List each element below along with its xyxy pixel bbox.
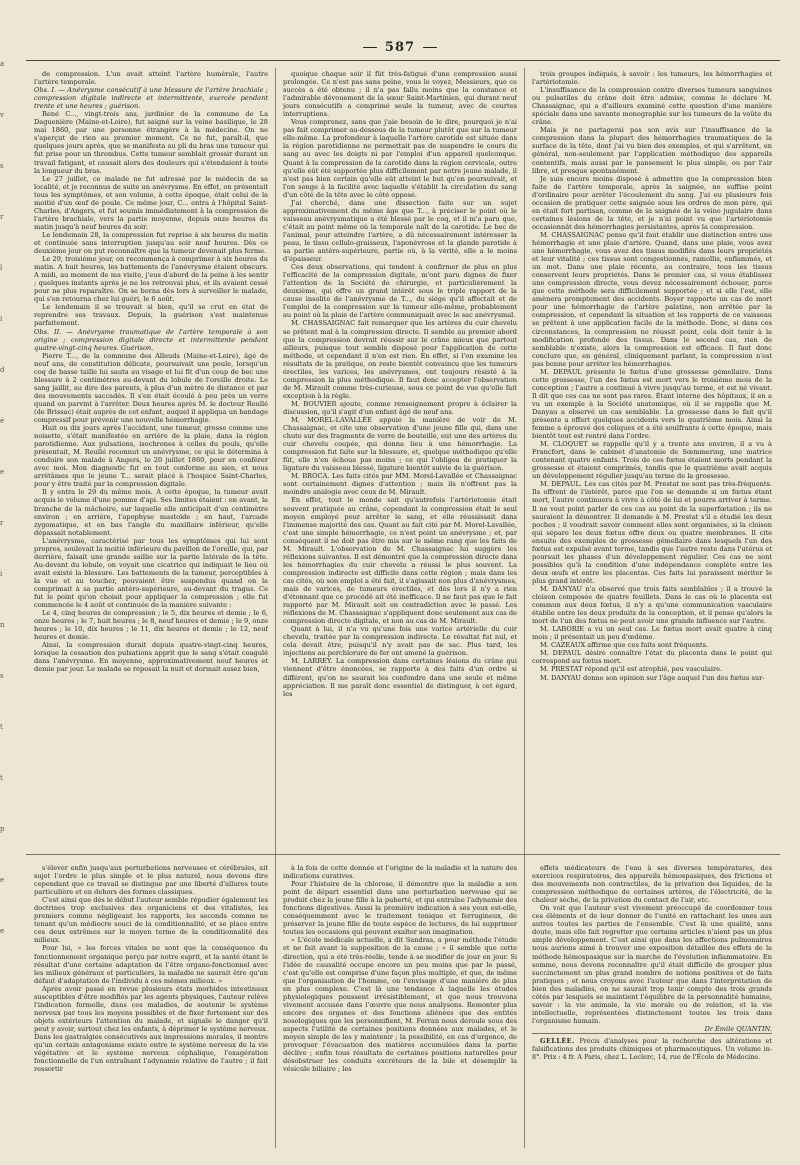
paragraph: En effet, tout le monde sait qu'autrefois l'artériotomie était souvent pratiquée au crâne, cependant la compression était le seul moyen employé pour arrêter le sang, et elle réussissait dans l'immense majorité des cas. Quant au fait cité par M. Morel-Lavallée, c'est une simple hémorrhagie, ce n'est point un anévrysme ; et, par conséquent il ne doit pas être mis sur le même rang que les faits de M. Mirault. L'observation de M. Chassaignac lui suggère les réflexions suivantes. Il est démontré que la compression directe dans les hémorrhagies du cuir chevelu a réussi le plus souvent. La compression indirecte est difficile dans cette région ; mais dans les cas cités, où son emploi a été fait, il s'agissait non plus d'anévrysmes, mais de varices, de tumeurs érectiles, et dès lors il n'y a rien d'étonnant que ce procédé ait été inefficace. Il ne faut pas que le fait rapporté par M. Mirault soit en contradiction avec le passé. Les réflexions de M. Chassaignac s'appliquent donc seulement aux cas de compression directe digitale, et non au cas de M. Mirault. [283,496,517,626]
column-divider-2 [524,68,525,1148]
paragraph: M. DEPAUL. Les cas cités par M. Prestat ne sont pas très-fréquents. Ils offrent de l'intérêt, parce que l'on se demande si un fœtus étant mort, l'autre continuera à vivre à côté de lui et pourra arriver à terme. Il ne veut point parler de ces cas au point de la superfœtation ; ils ne sauraient la démontrer. Il demande à M. Prestat s'il a étudié les deux poches ; il voudrait savoir comment elles sont organisées, si la cloison qui sépare les deux fœtus offre deux ou quatre membranes. Il cite ensuite des exemples de grossesse gémellaire dans lesquels l'un des fœtus est expulsé avant terme, tandis que l'autre reste dans l'utérus et poursuit les phases d'un développement régulier. Ces cas ne sont possibles qu'à la condition d'une indépendance complète entre les deux œufs et entre les placentas. Ces faits lui paraissent mériter le plus grand intérêt. [532,480,772,585]
paragraph: Le lendemain il se trouvait si bien, qu'il se crut en état de reprendre ses travaux. Depuis, la guérison s'est maintenue parfaitement. [34,303,268,328]
paragraph: J'ai cherché, dans une dissection faite sur un sujet approximativement du même âge que T..., à préciser le point où le vaisseau anévrysmatique a été blessé par le coq, et il m'a paru que, c'était au point même où la temporale naît de la carotide. Le bec de l'animal, pour atteindre l'artère, a dû nécessairement intéresser la peau, le tissu cellulo-graisseux, l'aponévrose et la glande parotide à sa partie antéro-supérieure, partie où, à la vérité, elle a le moins d'épaisseur. [283,198,517,264]
observation-heading: Obs. I. — Anévrysme consécutif à une blessure de l'artère brachiale ; compression digitale indirecte et intermittente, exercée pendant trente et une heures ; guérison. [34,86,268,111]
header-rule [26,60,780,61]
paragraph: Le lendemain 28, la compression fut reprise à six heures du matin et continuée sans interruption jusqu'au soir neuf heures. Dès ce deuxième jour on put reconnaître que la tumeur devenait plus ferme. [34,230,268,256]
paragraph: s'élever enfin jusqu'aux perturbations nerveuses et cérébrales, ait sujet l'ordre le plus simple et le plus naturel, nous devons dire cependant que ce travail se distingue par une liberté d'allures toute particulière et en dehors des formes classiques. [34,864,268,897]
paragraph: Huit ou dix jours après l'accident, une tumeur, grosse comme une noisette, s'était manifestée en arrière de la plaie, dans la région parotidienne. Aux pulsations, isochrones à celles du pouls, qu'elle présentait, M. Reullé reconnut un anévrysme, ce qui le détermina à conduire son malade à Angers, le 20 juillet 1860, pour en conférer avec moi. Mon diagnostic fut en tout conforme au sien, et nous arrêtâmes que le jeune T... serait placé à l'hospice Saint-Charles, pour y être traité par la compression digitale. [34,424,268,489]
paragraph: M. MOREL-LAVALLÉE appuie la manière de voir de M. Chassaignac, et cite une observation d'une jeune fille qui, dans une chute sur des fragments de verre de bouteille, eut une des artères du cuir chevelu coupée, qui donna lieu à une hémorrhagie. La compression fut faite sur la blessure, et, quelque méthodique qu'elle fût, elle n'en échoua pas moins ; ce qui l'obligea de pratiquer la ligature du vaisseau blessé, ligature bientôt suivie de la guérison. [283,416,517,473]
paragraph: Il y entra le 29 du même mois. A cette époque, la tumeur avait acquis le volume d'une pomme d'api. Ses limites étaient : en avant, la branche de la mâchoire, sur laquelle elle anticipait d'un centimètre environ ; en arrière, l'apophyse mastoïde ; en haut, l'arcade zygomatique, et en bas l'angle du maxillaire inférieur, qu'elle dépassait notablement. [34,488,268,537]
paragraph: de compression. L'un avait atteint l'artère humérale, l'autre l'artère temporale. [34,70,268,87]
paragraph: M. CAZEAUX affirme que ces faits sont fréquents. [540,641,709,650]
paragraph: M. DEPAUL présente le fœtus d'une grossesse gémellaire. Dans cette grossesse, l'un des fœtus est mort vers le troisième mois de la conception ; l'autre a continué à vivre jusqu'au terme, et est né vivant. Il dit que ces cas ne sont pas rares. Étant interne des hôpitaux, il en a vu un exemple à la Société anatomique, où il se rappelle que M. Danyau a observé un cas semblable. La grossesse dans le fait qu'il présente a offert quelques accidents vers le quatrième mois. Ainsi la femme a éprouvé des coliques et a été soulfrante à cette époque, mais bientôt tout est rentré dans l'ordre. [532,367,772,441]
paragraph: M. BOUVIER ajoute, comme renseignement propre à éclairer la discussion, qu'il s'agit d'un enfant âgé de neuf ans. [283,399,517,416]
review-column-middle [283,864,517,1156]
paragraph: Le 4, cinq heures de compression ; le 5, dix heures et demie ; le 6, onze heures ; le 7, huit heures ; le 8, neuf heures et demie ; le 9, onze heures ; le 10, dix heures ; le 11, dix heures et demie ; le 12, neuf heures et demie. [34,609,268,642]
paragraph: L'anévrysme, caractérisé par tous les symptômes qui lui sont propres, soulevait la moitié inférieure du pavillon de l'oreille, qui, par derrière, faisait une grande saillie sur la partie latérale de la tête. Au-devant du lobule, on voyait une cicatrice qui indiquait le lieu où avait existé la blessure. Les battements de la tumeur, perceptibles à la vue et au toucher, pouvaient être suspendus quand on la comprimait à sa partie antéro-supérieure, au-devant du tragus. Ce fut le point qu'on choisit pour appliquer la compression ; elle fut commencée le 4 août et continuée de la manière suivante : [34,536,268,610]
paragraph: à la fois de cette donnée et l'origine de la maladie et la nature des indications curatives. [283,864,517,881]
paragraph: M. PRESTAT répond qu'il est atrophié, peu vasculaire. [540,665,723,674]
review-column-right [532,864,772,1156]
paragraph: Quant à lui, il n'a vu qu'une fois une varice artérielle du cuir chevelu, traitée par la compression indirecte. Le résultat fut nul, et cela devait être, puisqu'il n'y avait pas de sac. Plus tard, les injections au perchlorure de fer ont amené la guérison. [283,625,517,658]
paragraph: M. DEPAUL désire connaître l'état du placenta dans le point qui correspond au fœtus mort. [532,649,772,666]
paragraph: M. CHASSAIGNAC fait remarquer que les artères du cuir chevelu se prêtent mal à la compression directe. Il semble au premier abord que la compression devrait réussir sur le crâne mieux que partout ailleurs, puisque tout semble disposé pour l'application de cette méthode, et cependant il n'en est rien. En effet, si l'on examine les résultats de la pratique, on reste bientôt convaincu que les tumeurs érectiles, les varices, les anévrysmes, ont toujours résisté à la compression la plus méthodique. Il faut donc accepter l'observation de M. Mirault comme très-curieuse, sous ce point de vue qu'elle fait exception à la règle. [283,319,517,400]
paragraph: M. DANYAU donne son opinion sur l'âge auquel l'un des fœtus sur- [540,673,765,682]
margin-fragment: n [0,621,5,629]
paragraph: quoique chaque soir il fût très-fatigué d'une compression aussi prolongée. Ce n'est pas sans peine, vous le voyez, Messieurs, que ce succès a été obtenu ; il n'a pas fallu moins que la constance et l'admirable dévouement de la sœur Saint-Martinien, qui durant neuf jours consécutifs a comprimé seule la tumeur, avec de courtes interruptions. [283,70,517,119]
bibliography-text: Précis d'analyses pour la recherche des altérations et falsifications des produits chimiques et pharmaceutiques. Un volume in-8°. Prix : 4 fr. A Paris, chez L. Leclerc, 14, rue de l'École de Médecine. [532,1036,772,1062]
paragraph: Pour l'histoire de la chlorose, il démontre que la maladie a son point de départ essentiel dans une perturbation nerveuse qui se produit chez la jeune fille à la puberté, et qui entraîne l'adynamie des fonctions digestives. Aussi la première indication à ses yeux est-elle, conséquemment avec le traitement tonique et ferrugineux, de préserver la jeune fille de toute espèce de lectures, de lui supprimer toutes les occasions qui peuvent exalter son imagination. [283,880,517,937]
bibliography-author: GELLÉE. [540,1036,575,1045]
paragraph: M. LABORIE a vu un seul cas. Le fœtus mort avait quatre à cinq mois ; il présentait un peu d'œdème. [532,625,772,642]
paragraph: effets médicateurs de l'eau à ses diverses températures, des exercices respiratoires, des appareils hémospasiques, des frictions et des mouvements non contractiles, de la privation des liquides, de la compression méthodique de certaines artères, de l'électricité, de la chaleur sèche, de la privation du contact de l'air, etc. [532,864,772,905]
margin-fragment: s [0,672,4,680]
margin-fragment: e [0,876,5,884]
margin-fragment: l [0,264,3,272]
margin-fragment: s [0,162,4,170]
column-left [34,70,268,848]
paragraph: Je suis encore moins disposé à admettre que la compression bien faite de l'artère temporale, après la saignée, ne suffise point d'ordinaire pour arrêter l'écoulement du sang. J'ai eu plusieurs fois occasion de pratiquer cette saignée sous les ordres de mon père, qui en était fort partisan, comme de la saignée de la veine jugulaire dans certaines lésions de la tête, et je n'ai point vu que l'artériotomie occasionnât des hémorrhagies persistantes, après la compression. [532,174,772,231]
margin-fragment: e [0,468,5,476]
paragraph: René C..., vingt-trois ans, jardinier de la commune de La Daguenière (Maine-et-Loire), fut saigné sur la veine basilique, le 28 mai 1860, par une personne étrangère à la médecine. On ne s'aperçut de rien au premier moment. Ce ne fut, paraît-il, que quelques jours après, que se manifesta au pli du bras une tumeur qui fut prise pour un thrombus. Cette tumeur semblait grossir durant un travail fatigant, et causait alors des douleurs qui s'étendaient à toute la longueur du bras. [34,110,268,175]
review-separator [26,854,780,855]
margin-fragment: d [0,366,5,374]
paragraph: C'est ainsi que dès le début l'auteur semble répudier également les doctrines trop exclusives des organiciens et des vitalistes, les premiers comme négligeant les rapports, les seconds comme ne tenant qu'un médiocre souci de la conditionnalité, et se place entre ces deux extrêmes sur le moyen terme de la conditionnalité des milieux. [34,896,268,945]
margin-fragment: é [0,417,5,425]
observation-heading: Obs. II. — Anévrysme traumatique de l'artère temporale à son origine ; compression digitale directe et intermittente pendant quatre-vingt-cinq heures. Guérison. [34,327,268,352]
review-column-left [34,864,268,1156]
paragraph: Mais je ne partagerai pas son avis sur l'insuffisance de la compression dans la plupart des hémorrhagies traumatiques de la surface de la tête, dont j'ai vu bien des exemples, et qui s'arrêtent, en général, non-seulement par l'application méthodique des appareils contentifs, mais aussi par le pansement le plus simple, ou par l'air libre, et presque spontanément. [532,126,772,175]
paragraph: M. CHASSAIGNAC pense qu'il faut établir une distinction entre une hémorrhagie et une plaie d'artère. Quand, dans une plaie, vous avez une hémorrhagie, vous avez des tissus modifiés dans leurs propriétés et leur vitalité ; ces tissus sont congestionnés, ramollis, enflammés, et un mot. Dans une plaie récente, au contraire, tous les tissus conservent leurs propriétés. Dans le premier cas, si vous établissez une compression directe, vous devez nécessairement échouer, parce que cette méthode sera difficilement supportée ; et si elle l'est, elle amènera promptement des accidents. Boyer rapporte un cas de mort pour une hémorrhagie de l'artère palatine, non arrêtée par la compression, et cependant la situation et les rapports de ce vaisseau se prêtent à une application facile de la méthode. Donc, si dans ces circonstances, la compression ne réussit point, cela doit tenir à la modification profonde des tissus. Dans le second cas, rien de semblable n'existe, alors la compression est efficace. Il faut donc conclure que, en général, cliniquement parlant, la compression n'est pas bonne pour arrêter les hémorrhagies. [532,230,772,368]
paragraph: « L'école médicale actuelle, a dit Sandras, a pour méthode l'étude et ne fait avant la supposition de la cause ; » il semble que cette direction, qui a été très-réelle, tende à se modifier de jour en jour. Si l'idée de causalité occupe encore un peu moins que par le passé, c'est qu'elle est comprise d'une façon plus multiple, et que, de même que l'organisation de l'homme, on l'envisage d'une manière de plus en plus complexe. C'est là une tendance à laquelle les études physiologiques poussent irrésistiblement, et que nous trouvons vivement accusée dans l'œuvre que nous analysons. Remonter plus encore des organes et des fonctions aliénées que des entités nosologiques que les personnifient, M. Ferran nous déroule sous des aspects l'utilité de certaines positions données aux malades, et le moyen simple de les y maintenir ; la possibilité, en cas d'urgence, de provoquer l'évacuation des matières accumulées dans la partie déclive ; enfin tous résultats de certaines positions naturelles pour désobstruer les conduits excréteurs de la bile et désemplir la vésicule biliaire ; les [283,936,517,1074]
paragraph: Pour lui, « les forces vitales ne sont que la conséquence du fonctionnement organique perçu par notre esprit, et la santé étant le résultat d'une certaine adaptation de l'être organo-fonctionnel avec les milieux généraux et particuliers, la maladie ne saurait être qu'un défaut d'adaptation de l'individu à ces mêmes milieux. » [34,944,268,985]
column-divider-1 [275,68,276,1148]
margin-fragment: r [0,519,4,527]
margin-fragment: v [0,111,4,119]
column-middle [283,70,517,848]
paragraph: Pierre T..., de la commune des Alleuds (Maine-et-Loire), âgé de neuf ans, de constitution délicate, poursuivait une poule, lorsqu'un coq de basse taille lui sauta au visage et lui fit d'un coup de bec une blessure à 2 centimètres au-devant du lobule de l'oreille droite. Le sang jaillit, au dire des parents, à plus d'un mètre de distance et par des mouvements saccadés. Il s'en était écoulé à peu près un verre quand on parvint à l'arrêter. Deux heures après M. le docteur Reullé (de Brissac) était auprès de cet enfant, auquel il appliqua un bandage compressif pour prévenir une nouvelle hémorrhagie. [34,351,268,425]
paragraph: Vous comprenez, sans que j'aie besoin de le dire, pourquoi je n'ai pas fait comprimer au-dessous de la tumeur plutôt que sur la tumeur elle-même. La profondeur à laquelle l'artère carotide est située dans la région parotidienne ne permettait pas de suspendre le cours du sang au avec les doigts ni par l'emploi d'un appareil quelconque. Quant à la compression de la carotide dans la région cervicale, outre qu'elle eût été supportée plus difficilement par notre jeune malade, il n'est pas bien certain qu'elle eût atteint le but qu'on poursuivait, et l'on songe à la facilité avec laquelle s'établit la circulation du sang d'un côté de la tête avec le côté opposé. [283,118,517,199]
margin-fragment: e [0,927,5,935]
page-number: 587 [0,40,800,55]
bibliography-entry [532,1033,772,1061]
paragraph: L'insuffisance de la compression contre diverses tumeurs sanguines ou pulsatiles du crâne doit être admise, comme le déclare M. Chassaignac, qui a d'ailleurs examiné cette question d'une manière spéciale dans une savante monographie sur les tumeurs de la voûte du crâne. [532,86,772,127]
margin-fragment: t [0,774,3,782]
paragraph: M. CLOQUET se rappelle qu'il y a trente ans environ, il a vu à Francfort, dans le cabinet d'anatomie de Sœmmering, une matrice contenant quatre enfants. Trois de ces fœtus étaient morts pendant la grossesse et étaient comprimés, tandis que le quatrième avait acquis un développement régulier jusqu'au terme de la grossesse. [532,440,772,481]
left-margin-fragments [0,60,22,1160]
margin-fragment: p [0,825,5,833]
paragraph: On voit que l'auteur s'est vivement préoccupé de coordonner tous ces éléments et de leur donner de l'unité en rattachant les unes aux autres toutes les parties de l'ensemble. C'est là une qualité, sans doute, mais elle fait regretter que certains articles n'aient pas un plus ample développement. C'est ainsi que dans les affections pulmonaires nous aurions aimé à trouver une exposition détaillée des effets de la méthode hémospasique sur la marche de l'évolution inflammatoire. En somme, nous devons reconnaître qu'il était difficile de grouper plus succinctement un plus grand nombre de notions positives et de faits pratiques ; et nous croyons avec l'auteur que dans l'interprétation de bien des maladies, on ne saurait trop tenir compte des trois grands côtés par lesquels se maintient l'équilibre de la personnalité humaine, savoir : la vie animale, la vie morale ou de relation, et la vie intellectuelle, représentées distinctement toutes les trois dans l'organisme humain. [532,904,772,1025]
paragraph: Le 27 juillet, ce malade ne fut adressé par le médecin de sa localité, et je reconnus de suite un anévrysme. En effet, on présentait tous les symptômes, et son volume, à cette époque, était celui de la moitié d'un œuf de poule. Ce même jour, C... entra à l'hôpital Saint-Charles, d'Angers, et fut soumis immédiatement à la compression de l'artère brachiale, vers la partie moyenne, depuis onze heures du matin jusqu'à neuf heures du soir. [34,174,268,231]
margin-fragment: i [0,315,3,323]
margin-fragment: t [0,723,3,731]
review-signature: Dr Émile QUANTIN. [704,1024,772,1033]
margin-fragment: a [0,60,5,68]
paragraph: M. LARREY. La compression dans certaines lésions du crâne qui viennent d'être énoncées, se rapporte à des faits d'un ordre si différent, qu'on ne saurait les confondre dans une seule et même appréciation. Il me paraît donc essentiel de distinguer, à cet égard, les [283,657,517,698]
margin-fragment: r [0,213,4,221]
paragraph: Après avoir passé en revue plusieurs états morbides intestinaux susceptibles d'être modifiés par les agents physiques, l'auteur relève l'indication formelle, dans ces maladies, de soutenir le système nerveux par tous les moyens possibles et de fixer fortement sur des objets extérieurs l'attention du malade, et signale le danger qu'il peut y avoir, surtout chez les enfants, à déprimer le système nerveux. Dans les gastralgies consécutives aux impressions morales, il montre qu'un certain antagonisme existe entre le système nerveux de la vie végétative et le système nerveux céphalique, l'exagération fonctionnelle de l'un entraînant l'adynamie relative de l'autre ; il fait ressortir [34,984,268,1074]
paragraph: M. BROCA. Les faits cités par MM. Morel-Lavallée et Chassaignac sont certainement dignes d'attention ; mais ils n'offrent pas la moindre analogie avec ceux de M. Mirault. [283,472,517,497]
paragraph: Ces deux observations, qui tendent à confirmer de plus en plus l'efficacité de la compression digitale, m'ont paru dignes de fixer l'attention de la Société de chirurgie, et particulièrement la deuxième, qui offre un grand intérêt sous le triple rapport de la cause insolite de l'anévrysme de T..., du siége qu'il affectait et de l'emploi de la compression sur la tumeur elle-même, probablement au point où la plaie de l'artère communiquait avec le sac anévrysmal. [283,263,517,320]
margin-fragment: i [0,570,3,578]
column-right [532,70,772,848]
paragraph: trois groupes indiqués, à savoir : les tumeurs, les hémorrhagies et l'artériotomie. [532,70,772,87]
paragraph: Ainsi, la compression durait depuis quatre-vingt-cinq heures, lorsque la cessation des pulsations apprit que le sang s'était coagulé dans l'anévrysme. En moyenne, approximativement neuf heures et demie par jour. Le malade se reposait la nuit et dormait assez bien, [34,641,268,674]
paragraph: M. DANYAU n'a observé que trois faits semblables ; il a trouvé la cloison composée de quatre feuillets. Dans le cas où le placenta est commun aux deux fœtus, il n'y a qu'une communication vasculaire établie entre les deux produits de la conception, et il pense qu'alors la mort de l'un des fœtus ne peut avoir une grande influence sur l'autre. [532,585,772,626]
paragraph: Le 29, troisième jour, on recommença à comprimer à six heures du matin. A huit heures, les battements de l'anévrysme étaient obscurs. A midi, au moment de ma visite, j'eus d'abord de la peine à les sentir ; quelques instants après je ne les retrouvai plus, et ils avaient cessé pour ne plus reparaître. On se borna dès lors à surveiller le malade, qui s'en retourna chez lui guéri, le 6 août. [34,255,268,304]
